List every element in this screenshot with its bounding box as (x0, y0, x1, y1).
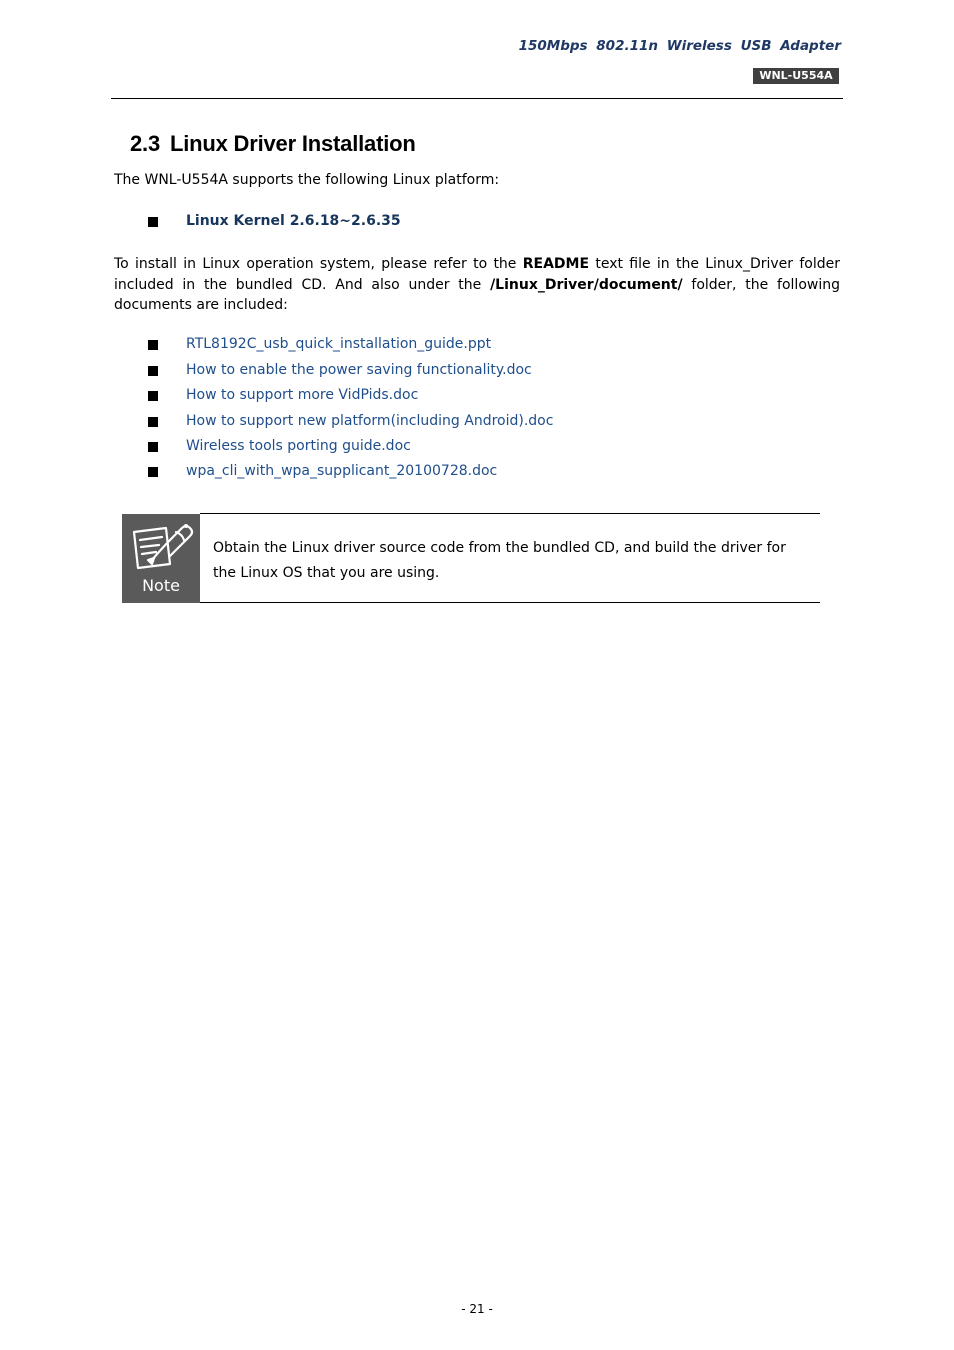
note-label: Note (142, 576, 180, 595)
document-list-item (148, 463, 498, 483)
document-link[interactable]: wpa_cli_with_wpa_supplicant_20100728.doc (186, 463, 498, 479)
document-link[interactable]: How to enable the power saving functionality.doc (186, 362, 532, 378)
note-bottom-rule (200, 602, 820, 603)
notepad-pencil-icon (122, 514, 200, 576)
header-product-title: 150Mbps 802.11n Wireless USB Adapter (518, 38, 841, 54)
bullet-square-icon (148, 217, 158, 227)
note-callout (122, 513, 820, 603)
bullet-square-icon (148, 340, 158, 350)
model-badge: WNL-U554A (753, 68, 839, 84)
section-heading (130, 131, 416, 157)
readme-term: README (522, 256, 590, 272)
document-list-item (148, 387, 419, 407)
bullet-square-icon (148, 442, 158, 452)
bullet-square-icon (148, 467, 158, 477)
paragraph-text: folder, the following documents are included: (114, 276, 840, 313)
note-text: Obtain the Linux driver source code from the bundled CD, and build the driver for the Linux OS that you are using. (213, 540, 786, 581)
note-top-rule (200, 513, 820, 514)
document-list-item (148, 438, 411, 458)
document-link[interactable]: How to support new platform(including Android).doc (186, 413, 554, 429)
note-icon (122, 514, 200, 603)
intro-text: The WNL-U554A supports the following Linux platform: (114, 172, 500, 188)
paragraph-text: text file in the Linux_Driver folder included in the bundled CD. And also under the (114, 256, 840, 293)
bullet-square-icon (148, 417, 158, 427)
section-number: 2.3 (130, 131, 160, 156)
header-divider (111, 98, 843, 99)
platform-list-item (148, 213, 401, 233)
document-link[interactable]: RTL8192C_usb_quick_installation_guide.ppt (186, 336, 492, 352)
platform-link[interactable]: Linux Kernel 2.6.18~2.6.35 (186, 213, 401, 229)
document-link[interactable]: How to support more VidPids.doc (186, 387, 419, 403)
bullet-square-icon (148, 366, 158, 376)
paragraph-text: To install in Linux operation system, please refer to the (114, 256, 523, 272)
folder-path: /Linux_Driver/document/ (490, 276, 683, 293)
document-list-item (148, 362, 532, 382)
bullet-square-icon (148, 391, 158, 401)
document-list-item (148, 413, 554, 433)
page-number: - 21 - (461, 1302, 493, 1316)
document-link[interactable]: Wireless tools porting guide.doc (186, 438, 411, 454)
section-title: Linux Driver Installation (169, 131, 416, 156)
install-paragraph (114, 254, 840, 316)
document-list-item (148, 336, 492, 356)
